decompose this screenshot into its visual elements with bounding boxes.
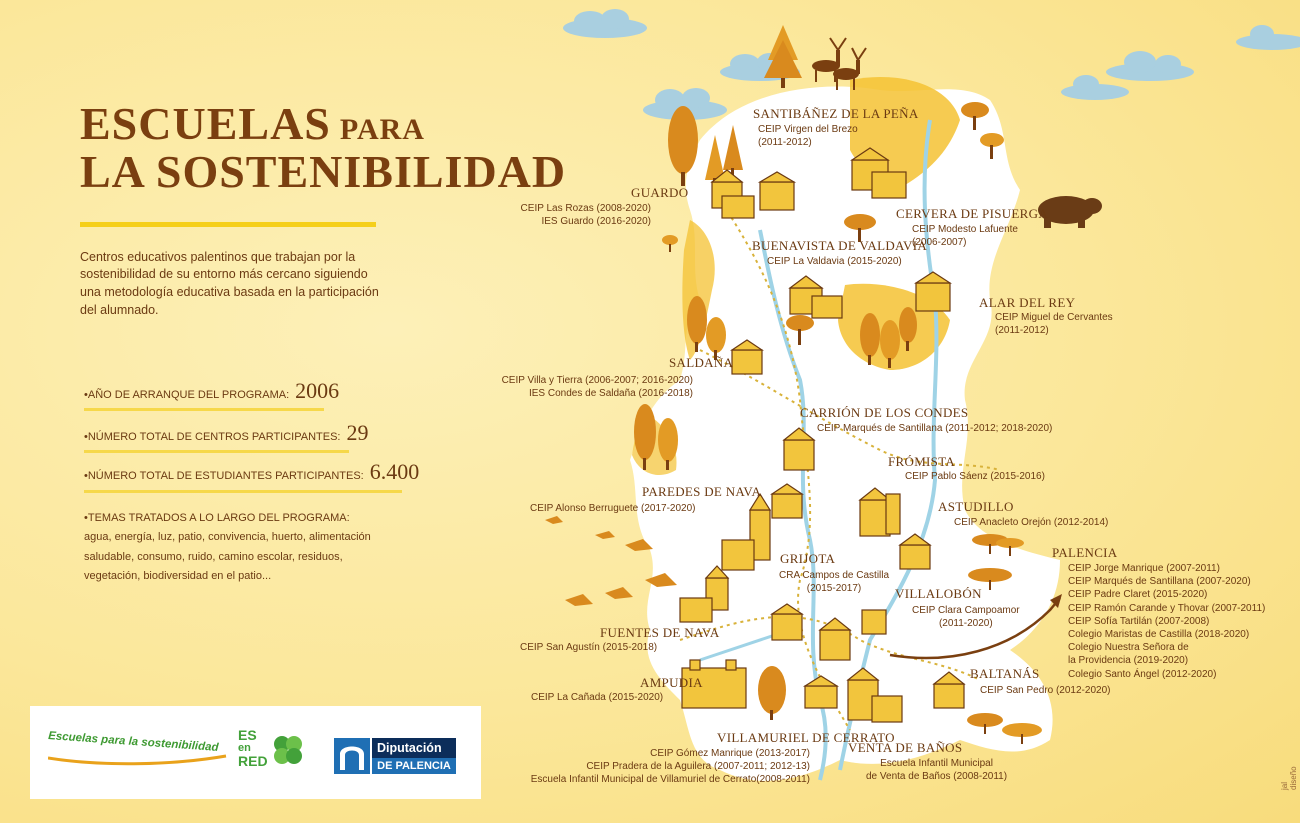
title-word: LA SOSTENIBILIDAD <box>80 146 567 198</box>
town-label: PAREDES DE NAVA <box>642 484 762 499</box>
town-label: VILLALOBÓN <box>895 586 982 601</box>
school-list: CEIP Alonso Berruguete (2017-2020) <box>530 503 696 514</box>
town-label: VILLAMURIEL DE CERRATO <box>717 730 895 745</box>
cloud-icon <box>1106 51 1194 81</box>
town-label: SANTIBÁÑEZ DE LA PEÑA <box>753 106 919 121</box>
page-title <box>80 100 566 197</box>
school-list: CEIP Miguel de Cervantes (2011-2012) <box>995 312 1113 337</box>
esenred-line: en <box>238 741 251 754</box>
school-list: CEIP Las Rozas (2008-2020) IES Guardo (2016-2020) <box>520 203 651 228</box>
school-list: CEIP Pablo Sáenz (2015-2016) <box>905 471 1045 482</box>
logo-swoosh-icon <box>48 754 228 766</box>
town-label: BUENAVISTA DE VALDAVIA <box>752 238 928 253</box>
esenred-logo <box>238 728 268 769</box>
school-list: CEIP Anacleto Orejón (2012-2014) <box>954 517 1109 528</box>
title-word: PARA <box>339 113 425 146</box>
school-list: CEIP La Valdavia (2015-2020) <box>767 256 902 267</box>
town-label: PALENCIA <box>1052 545 1118 560</box>
school-list: CEIP La Cañada (2015-2020) <box>531 692 664 703</box>
school-list: CEIP San Pedro (2012-2020) <box>980 685 1111 696</box>
intro-text: Centros educativos palentinos que trabajan por la sostenibilidad de su entorno más cercano siguiendo una metodología educativa basada en la participación del alumnado. <box>80 249 379 317</box>
designer-credit: jal diseño <box>1280 766 1298 790</box>
esenred-line: RED <box>238 753 268 770</box>
school-list: CEIP Clara Campoamor (2011-2020) <box>912 605 1020 630</box>
stat-total-centers <box>84 420 368 446</box>
town-label: SALDAÑA <box>669 355 734 370</box>
stat-total-students <box>84 459 419 485</box>
logos-panel <box>30 706 481 799</box>
school-list: Escuela Infantil Municipal de Venta de Baños (2008-2011) <box>866 758 1008 783</box>
title-word: ESCUELAS <box>80 98 331 149</box>
stat-label: •NÚMERO TOTAL DE CENTROS PARTICIPANTES: <box>84 431 341 443</box>
school-list: CEIP Virgen del Brezo (2011-2012) <box>758 124 858 149</box>
town-label: BALTANÁS <box>970 666 1040 681</box>
school-list: CEIP Villa y Tierra (2006-2007; 2016-2020) IES Condes de Saldaña (2016-2018) <box>501 375 693 400</box>
school-list: CEIP Jorge Manrique (2007-2011) CEIP Marqués de Santillana (2007-2020) CEIP Padre Claret (2015-2020) CEIP Ramón Carande y Thovar (2007-2011) CEIP Sofía Tartilán (2007-2008) Colegio Maristas de Castilla (2018-2020) Colegio Nuestra Señora de la Providencia (2019-2020) Colegio Santo Ángel (2012-2020) <box>1068 563 1266 680</box>
school-list: CEIP San Agustín (2015-2018) <box>520 642 658 653</box>
town-label: VENTA DE BAÑOS <box>848 740 963 755</box>
town-label: FUENTES DE NAVA <box>600 625 720 640</box>
stat-underline <box>84 408 324 411</box>
town-label: GUARDO <box>631 185 689 200</box>
house-icon <box>860 488 900 536</box>
stat-value: 29 <box>346 420 369 445</box>
topics-label: •TEMAS TRATADOS A LO LARGO DEL PROGRAMA: <box>84 512 350 524</box>
cloud-icon <box>1236 25 1300 50</box>
school-list: CEIP Gómez Manrique (2013-2017) CEIP Pradera de la Aguilera (2007-2011; 2012-13) Escuela Infantil Municipal de Villamuriel de Cerrato(2008-2011) <box>530 748 810 786</box>
topics-text: agua, energía, luz, patio, convivencia, huerto, alimentación saludable, consumo, ruido, camino escolar, residuos, vegetación, biodiversidad en el patio... <box>84 531 371 582</box>
stat-start-year <box>84 378 339 404</box>
escuelas-logo: Escuelas para la sostenibilidad <box>47 730 219 754</box>
title-underline <box>80 222 376 227</box>
diputacion-subtext: DE PALENCIA <box>372 758 456 774</box>
stat-underline <box>84 490 402 493</box>
esenred-line: ES <box>238 727 257 743</box>
diputacion-text: Diputación <box>377 741 442 755</box>
diputacion-logo <box>372 738 456 774</box>
town-label: ASTUDILLO <box>938 499 1014 514</box>
stat-value: 2006 <box>295 378 340 403</box>
diputacion-arch-icon <box>334 738 370 774</box>
cloud-icon <box>1061 75 1129 100</box>
clover-icon <box>268 732 308 770</box>
stat-value: 6.400 <box>369 459 420 484</box>
town-label: ALAR DEL REY <box>979 295 1076 310</box>
school-list: CRA Campos de Castilla (2015-2017) <box>779 570 890 595</box>
topics-block <box>84 509 394 586</box>
town-label: GRIJOTA <box>780 551 836 566</box>
stat-label: •AÑO DE ARRANQUE DEL PROGRAMA: <box>84 389 290 401</box>
town-label: CERVERA DE PISUERGA <box>896 206 1049 221</box>
town-label: CARRIÓN DE LOS CONDES <box>800 405 969 420</box>
school-list: CEIP Modesto Lafuente (2006-2007) <box>912 224 1018 249</box>
tree-icon <box>662 235 678 252</box>
school-list: CEIP Marqués de Santillana (2011-2012; 2018-2020) <box>817 423 1053 434</box>
town-label: AMPUDIA <box>640 675 703 690</box>
stat-label: •NÚMERO TOTAL DE ESTUDIANTES PARTICIPANTES: <box>84 470 364 482</box>
town-label: FRÓMISTA <box>888 454 956 469</box>
stat-underline <box>84 450 349 453</box>
cloud-icon <box>563 9 647 38</box>
